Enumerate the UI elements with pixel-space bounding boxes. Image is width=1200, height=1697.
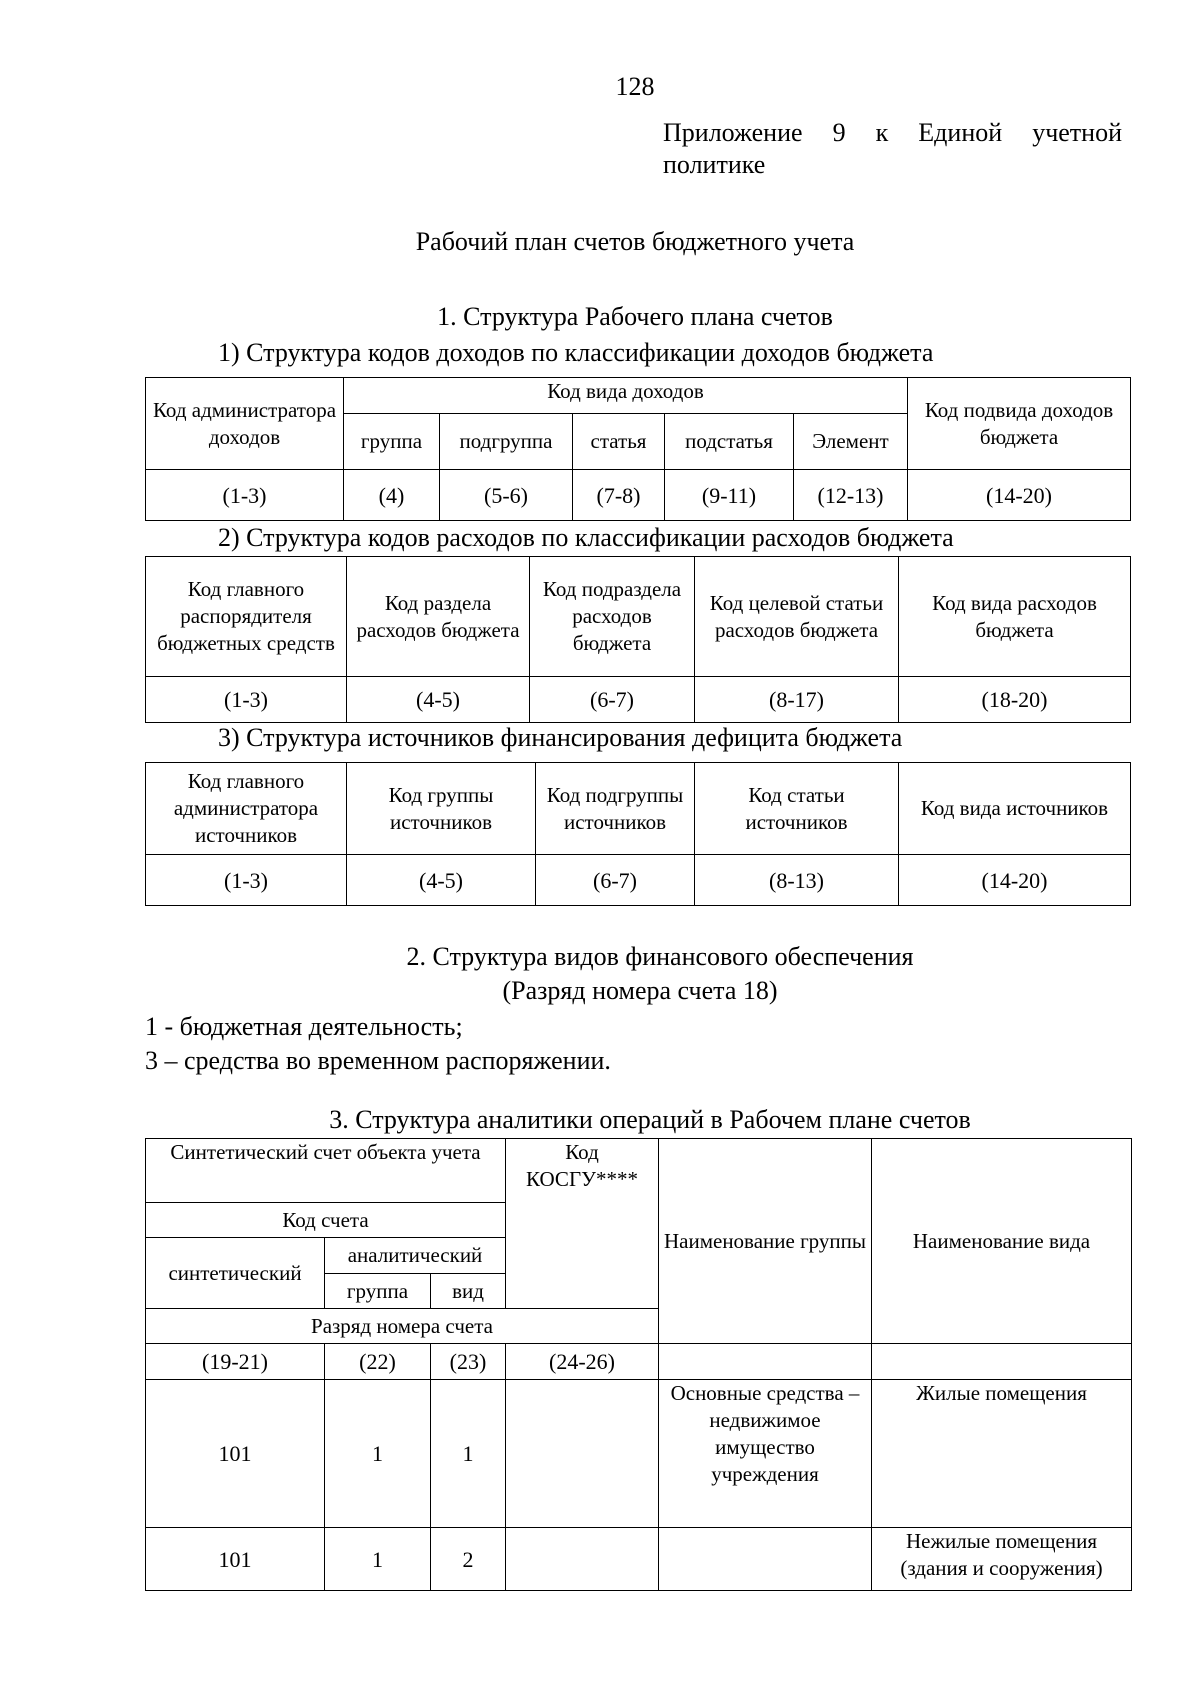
subcol-subgroup: подгруппа (440, 414, 573, 470)
kosgu-cell (506, 1380, 659, 1528)
code-cell: (1-3) (146, 855, 347, 906)
appendix-line-2: политике (663, 150, 766, 179)
analytic-header: аналитический (325, 1238, 506, 1274)
synthetic-header: синтетический (146, 1238, 325, 1309)
col-expense-type-header: Код вида расходов бюджета (899, 557, 1131, 677)
code-cell: (7-8) (573, 470, 665, 521)
col-source-subgroup-header: Код подгруппы источников (536, 763, 695, 855)
group-header: группа (325, 1274, 431, 1309)
account-digit-header: Разряд номера счета (146, 1309, 659, 1344)
code-cell: (19-21) (146, 1344, 325, 1380)
code-cell: (4-5) (347, 677, 530, 723)
code-cell: (1-3) (146, 470, 344, 521)
code-cell: (8-13) (695, 855, 899, 906)
code-cell: (14-20) (908, 470, 1131, 521)
group-name-cell (659, 1528, 872, 1591)
col-source-kind-header: Код вида источников (899, 763, 1131, 855)
code-cell: (5-6) (440, 470, 573, 521)
account-code-header: Код счета (146, 1203, 506, 1238)
kind-name-cell: Нежилые помещения (здания и сооружения) (872, 1528, 1132, 1591)
col-target-article-header: Код целевой статьи расходов бюджета (695, 557, 899, 677)
section-2-heading: 2. Структура видов финансового обеспечения (406, 942, 914, 971)
table-row (146, 1380, 1132, 1528)
col-income-type-header: Код вида доходов (344, 378, 908, 414)
kind-cell: 1 (431, 1380, 506, 1528)
sources-heading: 3) Структура источников финансирования дефицита бюджета (218, 723, 903, 752)
appendix-line-1: Приложение 9 к Единой учетной (663, 118, 1122, 147)
col-admin-header: Код администратора доходов (146, 378, 344, 470)
section-1-heading: 1. Структура Рабочего плана счетов (437, 302, 833, 331)
income-codes-heading: 1) Структура кодов доходов по классификации доходов бюджета (218, 338, 934, 367)
code-cell: (1-3) (146, 677, 347, 723)
subcol-group: группа (344, 414, 440, 470)
kind-name-header: Наименование вида (872, 1139, 1132, 1344)
table-row (146, 1528, 1132, 1591)
subcol-element: Элемент (794, 414, 908, 470)
col-source-article-header: Код статьи источников (695, 763, 899, 855)
group-cell: 1 (325, 1528, 431, 1591)
code-cell: (23) (431, 1344, 506, 1380)
sources-table (145, 762, 1131, 906)
expense-codes-table (145, 556, 1131, 723)
synthetic-cell: 101 (146, 1380, 325, 1528)
col-income-subtype-header: Код подвида доходов бюджета (908, 378, 1131, 470)
code-cell: (6-7) (530, 677, 695, 723)
code-cell: (9-11) (665, 470, 794, 521)
code-cell: (14-20) (899, 855, 1131, 906)
code-cell: (18-20) (899, 677, 1131, 723)
analytics-table (145, 1138, 1132, 1591)
appendix-note (663, 117, 1122, 181)
col-subsection-header: Код подраздела расходов бюджета (530, 557, 695, 677)
group-cell: 1 (325, 1380, 431, 1528)
col-section-header: Код раздела расходов бюджета (347, 557, 530, 677)
group-name-cell: Основные средства – недвижимое имущество учреждения (659, 1380, 872, 1528)
code-cell: (4) (344, 470, 440, 521)
kind-name-cell: Жилые помещения (872, 1380, 1132, 1528)
code-cell: (12-13) (794, 470, 908, 521)
income-codes-table (145, 377, 1131, 521)
funding-item: 3 – средства во временном распоряжении. (145, 1046, 611, 1075)
subcol-article: статья (573, 414, 665, 470)
page-number: 128 (615, 72, 655, 101)
empty-cell (872, 1344, 1132, 1380)
col-chief-admin-header: Код главного администратора источников (146, 763, 347, 855)
section-3-heading: 3. Структура аналитики операций в Рабочем плане счетов (329, 1105, 971, 1134)
synthetic-object-header: Синтетический счет объекта учета (146, 1139, 506, 1203)
code-cell: (6-7) (536, 855, 695, 906)
kosgu-cell (506, 1528, 659, 1591)
kosgu-header: Код КОСГУ**** (506, 1139, 659, 1309)
code-cell: (22) (325, 1344, 431, 1380)
subcol-subarticle: подстатья (665, 414, 794, 470)
document-title: Рабочий план счетов бюджетного учета (415, 227, 855, 256)
kind-cell: 2 (431, 1528, 506, 1591)
expense-codes-heading: 2) Структура кодов расходов по классификации расходов бюджета (218, 523, 954, 552)
col-source-group-header: Код группы источников (347, 763, 536, 855)
col-chief-manager-header: Код главного распорядителя бюджетных средств (146, 557, 347, 677)
code-cell: (8-17) (695, 677, 899, 723)
funding-item: 1 - бюджетная деятельность; (145, 1012, 463, 1041)
synthetic-cell: 101 (146, 1528, 325, 1591)
code-cell: (4-5) (347, 855, 536, 906)
kind-header: вид (431, 1274, 506, 1309)
section-2-subheading: (Разряд номера счета 18) (502, 976, 778, 1005)
code-cell: (24-26) (506, 1344, 659, 1380)
group-name-header: Наименование группы (659, 1139, 872, 1344)
empty-cell (659, 1344, 872, 1380)
